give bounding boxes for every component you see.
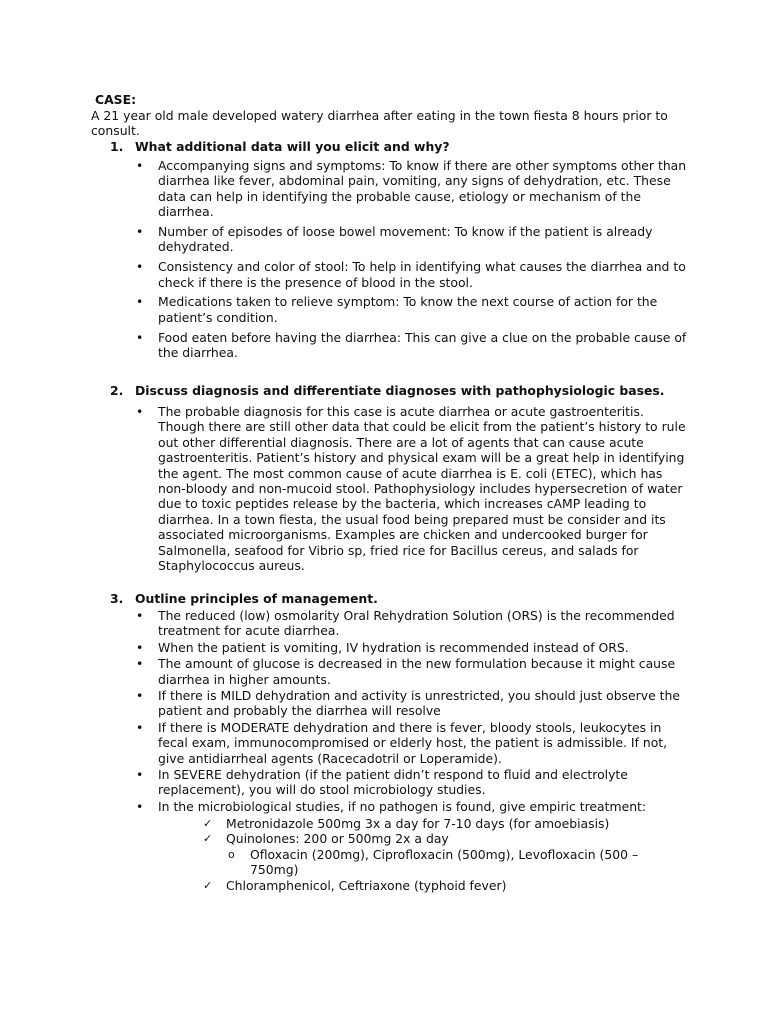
bullet-item: • If there is MODERATE dehydration and there is fever, bloody stools, leukocytes in fecal exam, immunocompromised or elderly host, the patient is admissible. If not, give antidiarrheal agents (Racecadotril or Loperamide). <box>0 720 688 766</box>
question-1-bullets <box>0 158 688 365</box>
question-3-bullets <box>0 608 688 815</box>
question-1-heading <box>110 139 450 154</box>
bullet-item: • If there is MILD dehydration and activity is unrestricted, you should just observe the patient and probably the diarrhea will resolve <box>0 688 688 719</box>
bullet-item: • Food eaten before having the diarrhea: This can give a clue on the probable cause of the diarrhea. <box>0 330 688 361</box>
check-item-text: Quinolones: 200 or 500mg 2x a day <box>226 831 449 847</box>
bullet-item: • The reduced (low) osmolarity Oral Rehydration Solution (ORS) is the recommended treatment for acute diarrhea. <box>0 608 688 639</box>
quinolones-sublist <box>226 847 706 878</box>
bullet-item: • Accompanying signs and symptoms: To know if there are other symptoms other than diarrhea like fever, abdominal pain, vomiting, any signs of dehydration, etc. These data can help in identifying the probable cause, etiology or mechanism of the diarrhea. <box>0 158 688 220</box>
bullet-item: • In the microbiological studies, if no pathogen is found, give empiric treatment: <box>0 799 688 814</box>
question-2-heading <box>110 383 664 398</box>
question-title: Discuss diagnosis and differentiate diagnoses with pathophysiologic bases. <box>135 383 665 398</box>
question-2-bullets <box>0 404 688 578</box>
question-number: 3. <box>110 591 124 606</box>
case-description: A 21 year old male developed watery diarrhea after eating in the town fiesta 8 hours prior to consult. <box>91 108 668 139</box>
check-item: ✓ Chloramphenicol, Ceftriaxone (typhoid fever) <box>0 878 706 893</box>
question-number: 1. <box>110 139 124 154</box>
bullet-item: • The amount of glucose is decreased in the new formulation because it might cause diarrhea in higher amounts. <box>0 656 688 687</box>
bullet-item: • In SEVERE dehydration (if the patient didn’t respond to fluid and electrolyte replacement), you will do stool microbiology studies. <box>0 767 688 798</box>
check-item <box>0 831 706 877</box>
sub-item: o Ofloxacin (200mg), Ciprofloxacin (500mg), Levofloxacin (500 – 750mg) <box>226 847 670 878</box>
question-3-heading <box>110 591 378 606</box>
question-title: Outline principles of management. <box>135 591 378 606</box>
bullet-item: • Medications taken to relieve symptom: To know the next course of action for the patient’s condition. <box>0 294 688 325</box>
bullet-item: • The probable diagnosis for this case is acute diarrhea or acute gastroenteritis. Though there are still other data that could be elicit from the patient’s history to rule out other differential diagnosis. There are a lot of agents that can cause acute gastroenteritis. Patient’s history and physical exam will be a great help in identifying the agent. The most common cause of acute diarrhea is E. coli (ETEC), which has non-bloody and non-mucoid stool. Pathophysiology includes hypersecretion of water due to toxic peptides release by the bacteria, which increases cAMP leading to diarrhea. In a town fiesta, the usual food being prepared must be consider and its associated microorganisms. Examples are chicken and undercooked burger for Salmonella, seafood for Vibrio sp, fried rice for Bacillus cereus, and salads for Staphylococcus aureus. <box>0 404 688 573</box>
bullet-item: • When the patient is vomiting, IV hydration is recommended instead of ORS. <box>0 640 688 655</box>
treatment-checklist <box>0 816 706 893</box>
bullet-item: • Consistency and color of stool: To help in identifying what causes the diarrhea and to check if there is the presence of blood in the stool. <box>0 259 688 290</box>
bullet-item: • Number of episodes of loose bowel movement: To know if the patient is already dehydrated. <box>0 224 688 255</box>
question-title: What additional data will you elicit and why? <box>135 139 450 154</box>
question-number: 2. <box>110 383 124 398</box>
case-label: CASE: <box>95 92 137 107</box>
check-item: ✓ Metronidazole 500mg 3x a day for 7-10 days (for amoebiasis) <box>0 816 706 831</box>
